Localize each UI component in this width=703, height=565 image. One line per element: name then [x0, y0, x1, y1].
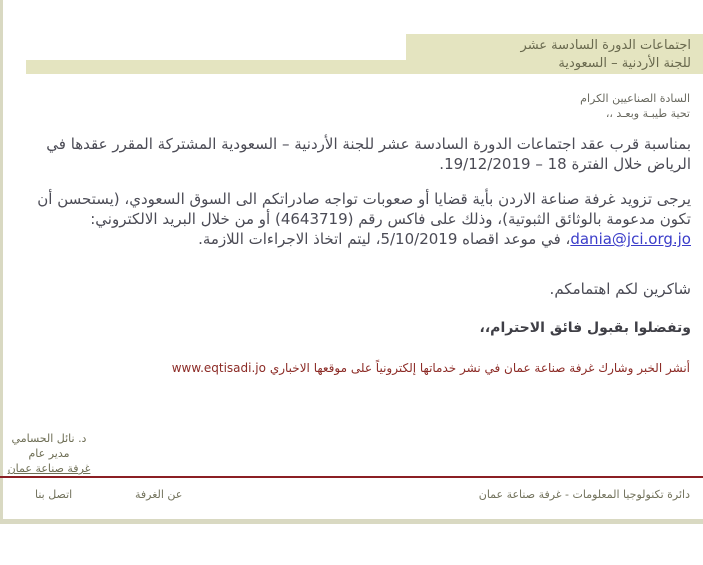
email-link[interactable]: dania@jci.org.jo — [570, 230, 691, 248]
greeting — [580, 91, 690, 121]
signature-name: د. نائل الحسامي — [11, 432, 87, 445]
paragraph-occasion: بمناسبة قرب عقد اجتماعات الدورة السادسة عشر للجنة الأردنية – السعودية المشتركة المقرر عقدها في الرياض خلال الفترة 18 – 19/12/2019. — [46, 135, 691, 173]
footer-divider — [0, 476, 703, 478]
signature-block — [4, 431, 94, 476]
greeting-salutation: تحية طيبـة وبعـد ،، — [605, 107, 690, 120]
promo-url-link[interactable]: www.eqtisadi.jo — [171, 361, 266, 375]
paragraph-request-text-after: ، في موعد اقصاه 5/10/2019، ليتم اتخاذ الاجراءات اللازمة. — [198, 230, 571, 248]
paragraph-request — [9, 189, 691, 249]
thanks-line: شاكرين لكم اهتمامكم. — [549, 280, 691, 298]
footer-about-link[interactable]: عن الغرفة — [135, 488, 183, 501]
signature-org: غرفة صناعة عمان — [7, 462, 91, 475]
page-title — [521, 37, 691, 73]
signature-role: مدير عام — [28, 447, 70, 460]
closing-line: وتفضلوا بقبول فائق الاحترام،، — [479, 320, 691, 336]
page-title-line2: للجنة الأردنية – السعودية — [558, 56, 691, 71]
page-title-line1: اجتماعات الدورة السادسة عشر — [520, 38, 691, 53]
promo-line — [30, 361, 690, 375]
greeting-recipients: السادة الصناعيين الكرام — [580, 92, 690, 105]
footer-contact-link[interactable]: اتصل بنا — [35, 488, 73, 501]
promo-text: أنشر الخبر وشارك غرفة صناعة عمان في نشر خدماتها إلكترونياً على موقعها الاخباري — [269, 361, 690, 375]
footer-dept-label: دائرة تكنولوجيا المعلومات - غرفة صناعة عمان — [478, 488, 690, 501]
paragraph-request-text-before: يرجى تزويد غرفة صناعة الاردن بأية قضايا أو صعوبات تواجه صادراتكم الى السوق السعودي، (يستحسن أن تكون مدعومة بالوثائق الثبوتية)، وذلك على فاكس رقم (4643719) أو من خلال البريد الالكتروني: — [37, 190, 691, 228]
